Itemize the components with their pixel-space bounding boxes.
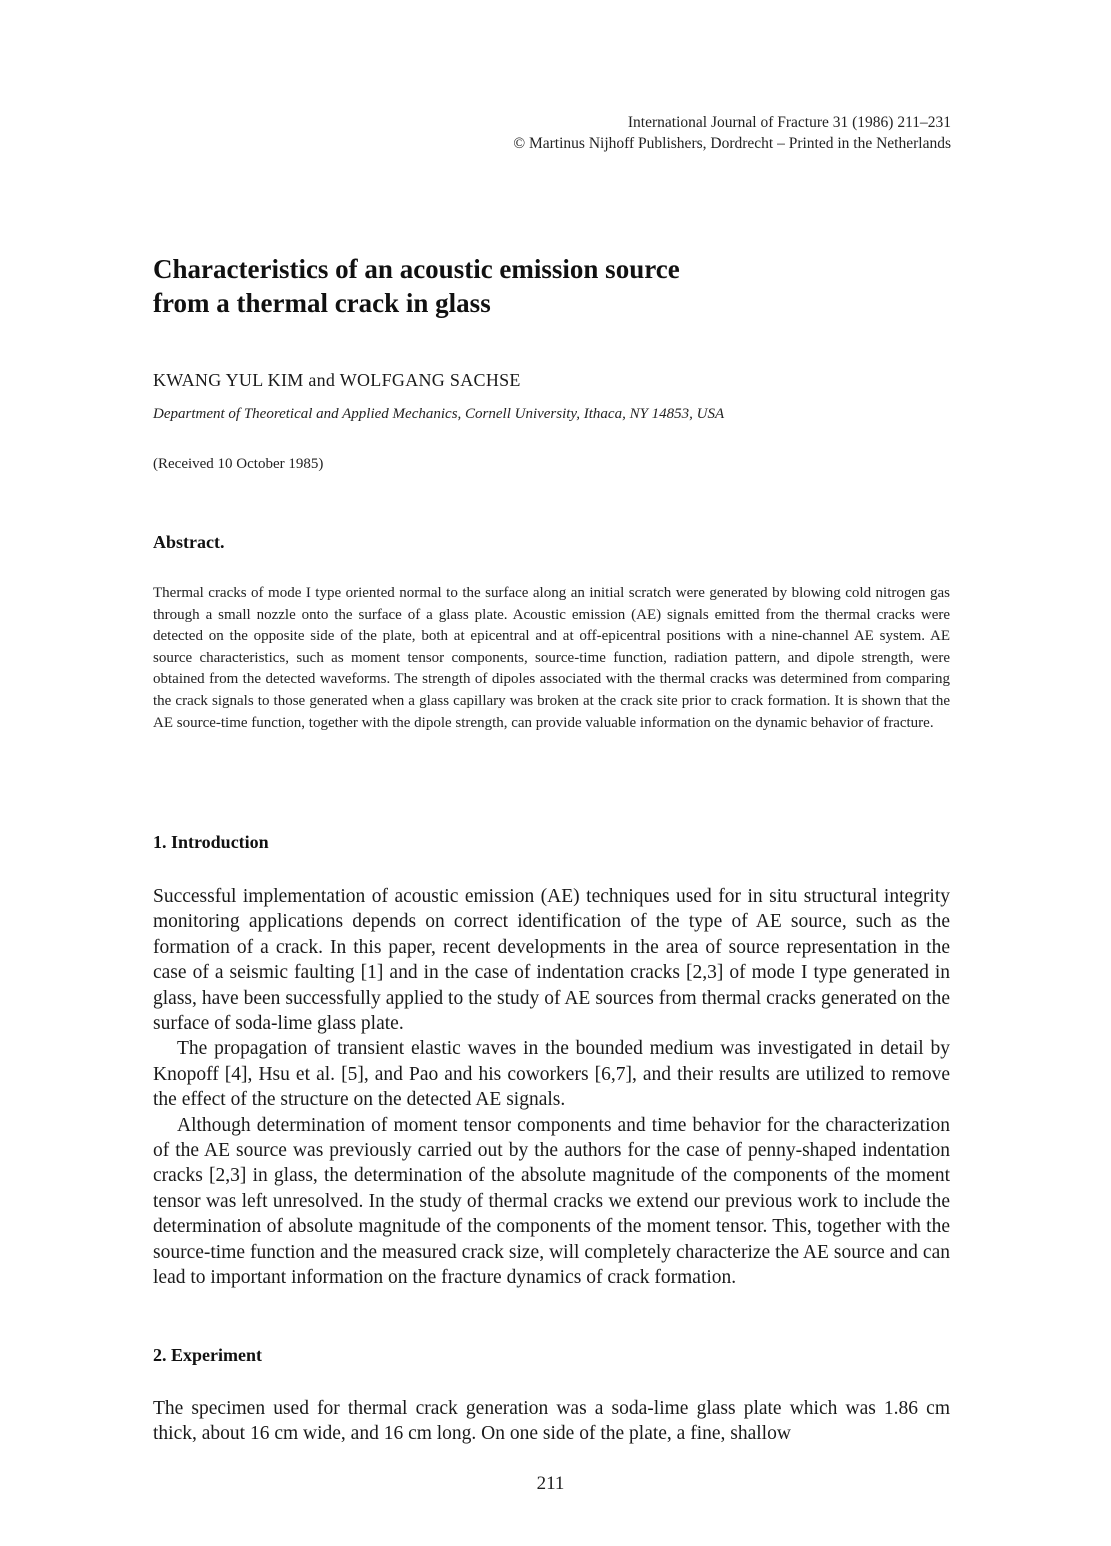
section-heading-introduction: 1. Introduction bbox=[153, 832, 269, 852]
journal-header bbox=[513, 112, 951, 154]
title-line-1: Characteristics of an acoustic emission source bbox=[153, 254, 680, 284]
authors: KWANG YUL KIM and WOLFGANG SACHSE bbox=[153, 370, 521, 390]
abstract-heading: Abstract. bbox=[153, 532, 225, 552]
body-paragraph: The specimen used for thermal crack generation was a soda-lime glass plate which was 1.86 cm thick, about 16 cm wide, and 16 cm long. On one side of the plate, a fine, shallow bbox=[153, 1398, 950, 1445]
body-paragraph: The propagation of transient elastic waves in the bounded medium was investigated in detail by Knopoff [4], Hsu et al. [5], and Pao and his coworkers [6,7], and their results are utilized to remove the effect of the structure on the detected AE signals. bbox=[153, 1038, 950, 1111]
paper-title bbox=[153, 252, 953, 320]
affiliation: Department of Theoretical and Applied Mechanics, Cornell University, Ithaca, NY 14853, USA bbox=[153, 406, 725, 422]
abstract-text: Thermal cracks of mode I type oriented normal to the surface along an initial scratch were generated by blowing cold nitrogen gas through a small nozzle onto the surface of a glass plate. Acoustic emission (AE) signals emitted from the thermal cracks were detected on the opposite side of the plate, both at epicentral and at off-epicentral positions with a nine-channel AE system. AE source characteristics, such as moment tensor components, source-time function, radiation pattern, and dipole strength, were obtained from the detected waveforms. The strength of dipoles associated with the thermal cracks was determined from comparing the crack signals to those generated when a glass capillary was broken at the crack site prior to crack formation. It is shown that the AE source-time function, together with the dipole strength, can provide valuable information on the dynamic behavior of fracture. bbox=[153, 585, 950, 731]
introduction-body bbox=[153, 884, 950, 1291]
page-number: 211 bbox=[536, 1473, 565, 1494]
section-heading-experiment: 2. Experiment bbox=[153, 1345, 262, 1365]
publisher-line: © Martinus Nijhoff Publishers, Dordrecht – Printed in the Netherlands bbox=[513, 135, 951, 152]
experiment-body bbox=[153, 1396, 950, 1447]
title-line-2: from a thermal crack in glass bbox=[153, 288, 491, 318]
body-paragraph: Successful implementation of acoustic emission (AE) techniques used for in situ structural integrity monitoring applications depends on correct identification of the type of AE source, such as the formation of a crack. In this paper, recent developments in the area of source representation in the case of a seismic faulting [1] and in the case of indentation cracks [2,3] of mode I type generated in glass, have been successfully applied to the study of AE sources from thermal cracks generated on the surface of soda-lime glass plate. bbox=[153, 886, 950, 1035]
received-date: (Received 10 October 1985) bbox=[153, 456, 324, 472]
journal-citation: International Journal of Fracture 31 (1986) 211–231 bbox=[627, 114, 951, 131]
body-paragraph: Although determination of moment tensor components and time behavior for the characterization of the AE source was previously carried out by the authors for the case of penny-shaped indentation cracks [2,3] in glass, the determination of the absolute magnitude of the components of the moment tensor was left unresolved. In the study of thermal cracks we extend our previous work to include the determination of absolute magnitude of the components of the moment tensor. This, together with the source-time function and the measured crack size, will completely characterize the AE source and can lead to important information on the fracture dynamics of crack formation. bbox=[153, 1114, 950, 1289]
